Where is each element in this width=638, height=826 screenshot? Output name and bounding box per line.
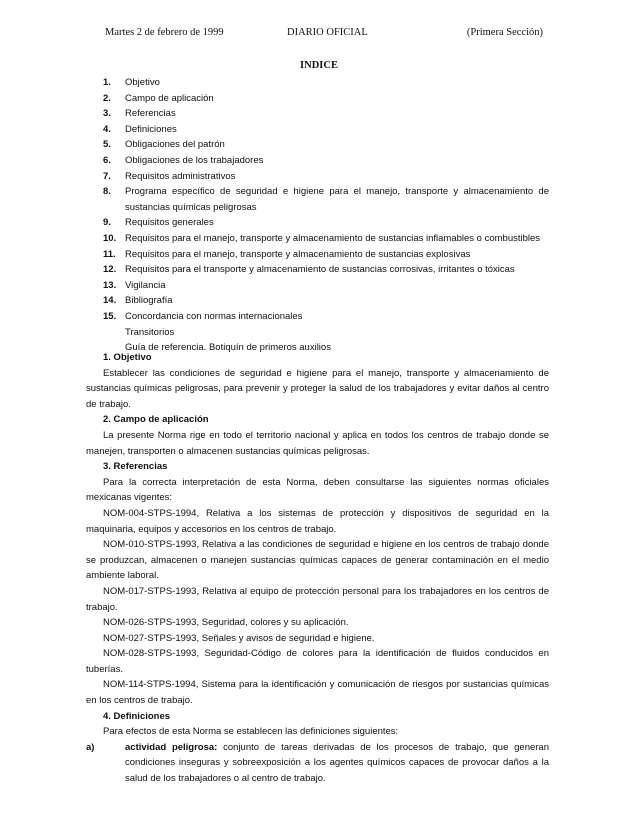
- toc-number: 15.: [103, 310, 117, 322]
- toc-text: Requisitos para el manejo, transporte y almacenamiento de sustancias inflamables o combustibles: [125, 232, 541, 244]
- toc-text: Requisitos administrativos: [125, 170, 236, 182]
- reference-item: NOM-027-STPS-1993, Señales y avisos de seguridad e higiene.: [103, 632, 375, 644]
- toc-number: 4.: [103, 123, 111, 135]
- toc-number: 6.: [103, 154, 111, 166]
- toc-number: 11.: [103, 248, 116, 260]
- toc-text: Requisitos para el transporte y almacenamiento de sustancias corrosivas, irritantes o tóxicas: [125, 264, 515, 276]
- toc-text: Objetivo: [125, 77, 160, 88]
- toc-number: 8.: [103, 186, 111, 198]
- toc-item: [103, 247, 549, 263]
- toc-item: [103, 293, 549, 309]
- toc-text: Obligaciones del patrón: [125, 139, 225, 151]
- toc-item: [103, 184, 549, 215]
- toc-number: 13.: [103, 279, 117, 291]
- toc-number: [103, 325, 125, 341]
- toc-text: Vigilancia: [125, 279, 166, 291]
- toc-number: 2.: [103, 92, 111, 104]
- reference-item: NOM-010-STPS-1993, Relativa a las condiciones de seguridad e higiene en los centros de trabajo donde se produzcan, almacenen o manejen sustancias químicas capaces de generar contaminación en el medio ambiente laboral.: [86, 539, 549, 582]
- toc-number: 9.: [103, 217, 111, 229]
- definition-item: [86, 740, 549, 787]
- toc-text: Obligaciones de los trabajadores: [125, 154, 264, 166]
- toc-text: Transitorios: [125, 326, 175, 338]
- paragraph: La presente Norma rige en todo el territorio nacional y aplica en todos los centros de trabajo donde se manejen, transporten o almacenen sustancias químicas peligrosas.: [86, 429, 549, 457]
- toc-text: Programa específico de seguridad e higiene para el manejo, transporte y almacenamiento de sustancias químicas peligrosas: [125, 186, 549, 213]
- reference-item: NOM-004-STPS-1994, Relativa a los sistemas de protección y dispositivos de seguridad en la maquinaria, equipos y accesorios en los centros de trabajo.: [86, 507, 549, 535]
- toc-item: [103, 137, 549, 153]
- toc-item: [103, 122, 549, 138]
- toc-number: 1.: [103, 77, 111, 88]
- toc-text: Definiciones: [125, 123, 177, 135]
- toc-text: Requisitos para el manejo, transporte y almacenamiento de sustancias explosivas: [125, 248, 471, 260]
- toc-item: [103, 231, 549, 247]
- toc-text: Concordancia con normas internacionales: [125, 310, 303, 322]
- toc-number: 12.: [103, 264, 117, 276]
- toc-item: [103, 262, 549, 278]
- reference-item: NOM-017-STPS-1993, Relativa al equipo de protección personal para los trabajadores en los centros de trabajo.: [86, 585, 549, 613]
- page-header: [105, 25, 543, 39]
- toc-item: [103, 325, 549, 341]
- reference-item: NOM-026-STPS-1993, Seguridad, colores y su aplicación.: [103, 617, 349, 629]
- definition-label: a): [86, 741, 95, 753]
- section-heading-definiciones: 4. Definiciones: [103, 710, 171, 722]
- toc-text: Bibliografía: [125, 295, 173, 307]
- reference-item: NOM-028-STPS-1993, Seguridad-Código de colores para la identificación de fluidos conducidos en tuberías.: [86, 648, 549, 675]
- paragraph: Establecer las condiciones de seguridad e higiene para el manejo, transporte y almacenamiento de sustancias químicas peligrosas, para prevenir y proteger la salud de los trabajadores y evitar daños al centro de trabajo.: [86, 367, 549, 410]
- toc-number: 14.: [103, 295, 117, 307]
- table-of-contents: [103, 75, 549, 356]
- section-heading-campo: 2. Campo de aplicación: [103, 414, 209, 426]
- definition-term: actividad peligrosa:: [125, 741, 218, 753]
- toc-text: Referencias: [125, 108, 176, 120]
- toc-number: 7.: [103, 170, 111, 182]
- header-journal: DIARIO OFICIAL: [287, 27, 368, 38]
- index-title: INDICE: [300, 60, 338, 71]
- reference-item: NOM-114-STPS-1994, Sistema para la identificación y comunicación de riesgos por sustancias químicas en los centros de trabajo.: [86, 679, 549, 707]
- definition-text: [125, 740, 549, 787]
- header-date: Martes 2 de febrero de 1999: [105, 27, 224, 38]
- section-heading-referencias: 3. Referencias: [103, 461, 168, 473]
- paragraph: Para efectos de esta Norma se establecen las definiciones siguientes:: [103, 726, 399, 738]
- toc-item: [103, 278, 549, 294]
- toc-item: [103, 309, 549, 325]
- toc-number: 3.: [103, 108, 111, 120]
- toc-item: [103, 153, 549, 169]
- toc-text: Campo de aplicación: [125, 92, 214, 104]
- toc-number: 5.: [103, 139, 111, 151]
- toc-item: [103, 91, 549, 107]
- toc-item: [103, 106, 549, 122]
- definition-body: conjunto de tareas derivadas de los procesos de trabajo, que generan condiciones inseguras y sobreexposición a los agentes químicos capaces de provocar daños a la salud de los trabajadores o al centro de trabajo.: [125, 741, 549, 785]
- paragraph: Para la correcta interpretación de esta Norma, deben consultarse las siguientes normas oficiales mexicanas vigentes:: [86, 476, 549, 504]
- header-section: (Primera Sección): [466, 27, 543, 38]
- section-heading-objetivo: 1. Objetivo: [103, 352, 152, 363]
- toc-item: [103, 215, 549, 231]
- toc-number: 10.: [103, 232, 117, 244]
- toc-text: Guía de referencia. Botiquín de primeros auxilios: [125, 342, 331, 354]
- toc-item: [103, 75, 549, 91]
- document-body: [86, 350, 549, 787]
- toc-item: [103, 169, 549, 185]
- toc-text: Requisitos generales: [125, 217, 214, 229]
